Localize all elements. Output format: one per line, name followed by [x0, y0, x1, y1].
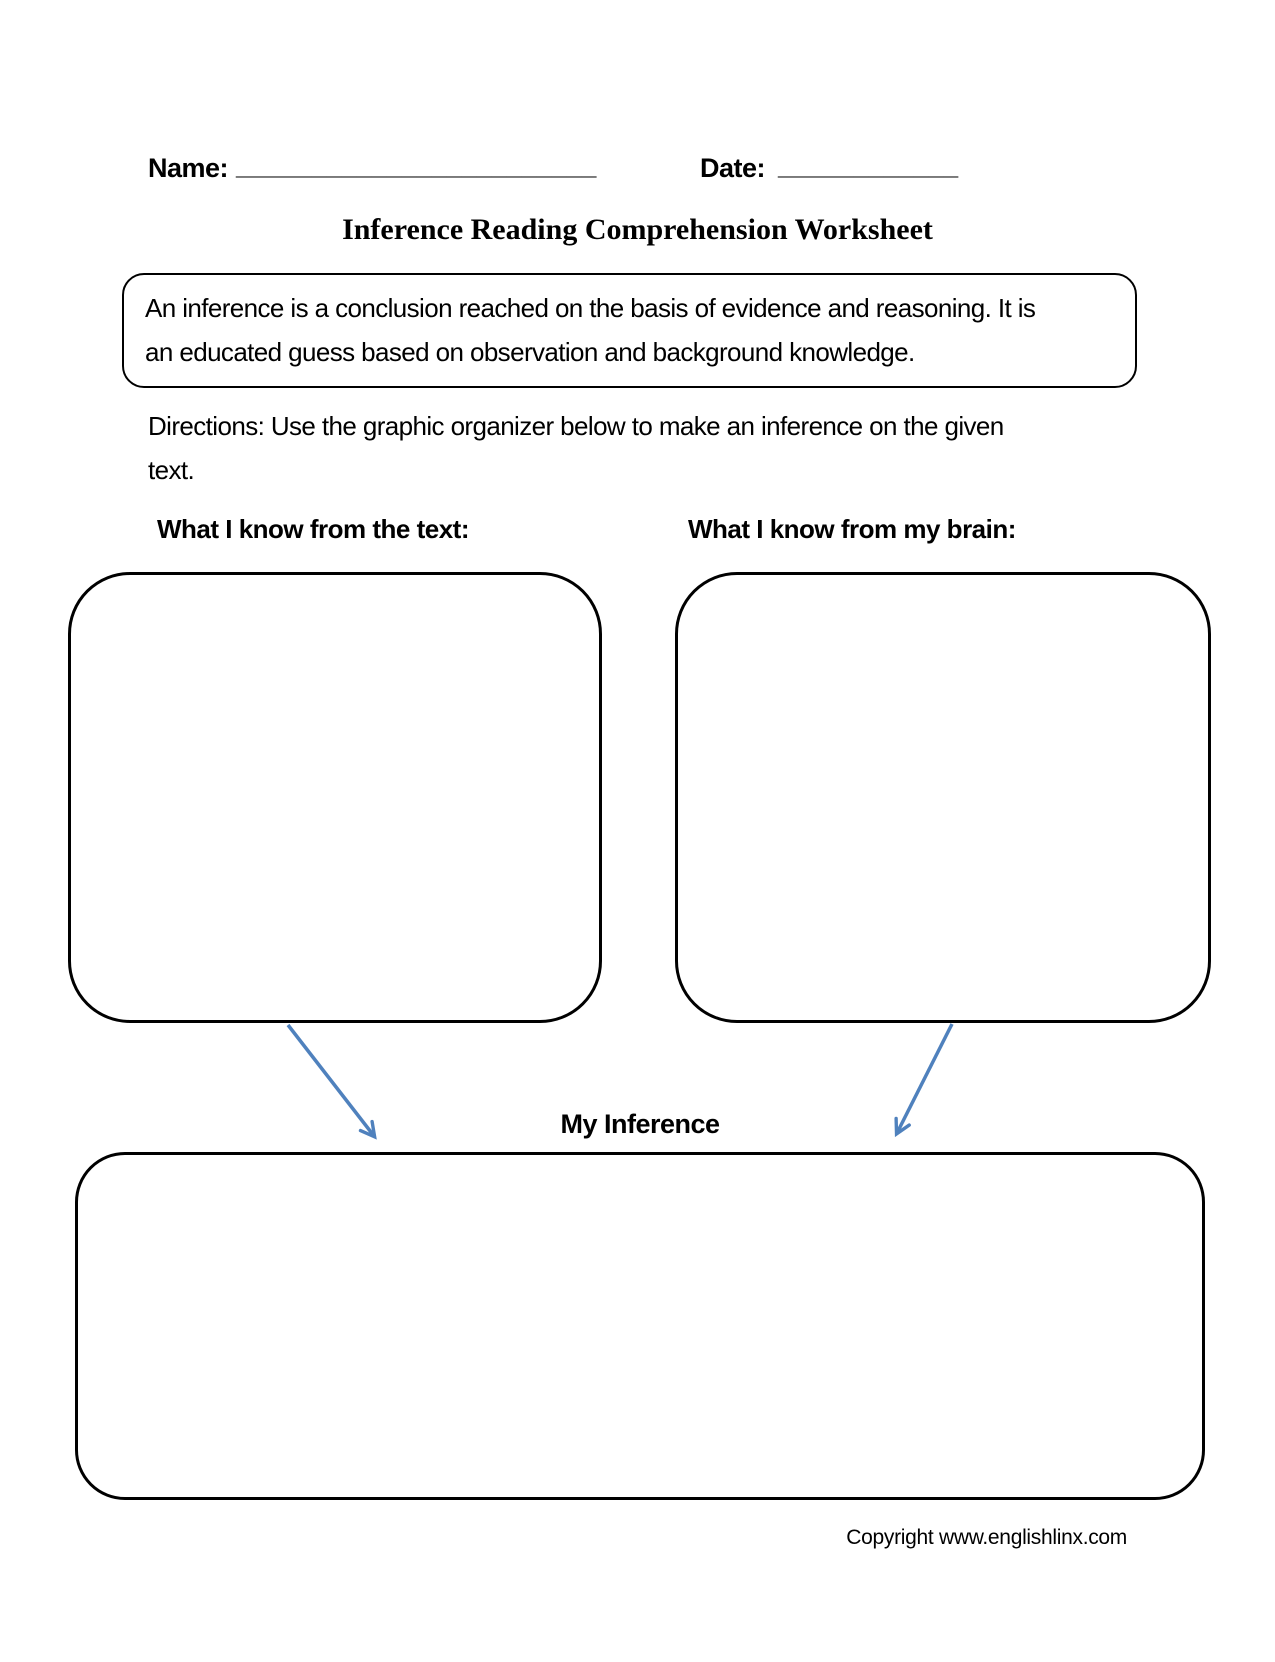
- page-title: Inference Reading Comprehension Worksheet: [342, 213, 933, 246]
- directions-text-line-1: Directions: Use the graphic organizer below to make an inference on the given: [148, 411, 1004, 441]
- my-inference-box[interactable]: [75, 1152, 1205, 1500]
- directions-text-line-2: text.: [148, 455, 195, 485]
- definition-text-line-1: An inference is a conclusion reached on the basis of evidence and reasoning. It is: [145, 293, 1036, 323]
- definition-text-line-2: an educated guess based on observation and background knowledge.: [145, 337, 915, 367]
- copyright-text: Copyright www.englishlinx.com: [846, 1526, 1127, 1549]
- name-blank-line[interactable]: ________________________: [236, 150, 597, 180]
- brain-knowledge-box[interactable]: [675, 572, 1211, 1023]
- definition-box: [122, 273, 1137, 388]
- brain-knowledge-label: What I know from my brain:: [688, 514, 1016, 544]
- my-inference-label: My Inference: [560, 1109, 720, 1139]
- text-evidence-label: What I know from the text:: [157, 514, 469, 544]
- name-label: Name:: [148, 153, 229, 183]
- date-label: Date:: [700, 153, 766, 183]
- text-evidence-box[interactable]: [68, 572, 602, 1023]
- date-blank-line[interactable]: ____________: [778, 150, 959, 180]
